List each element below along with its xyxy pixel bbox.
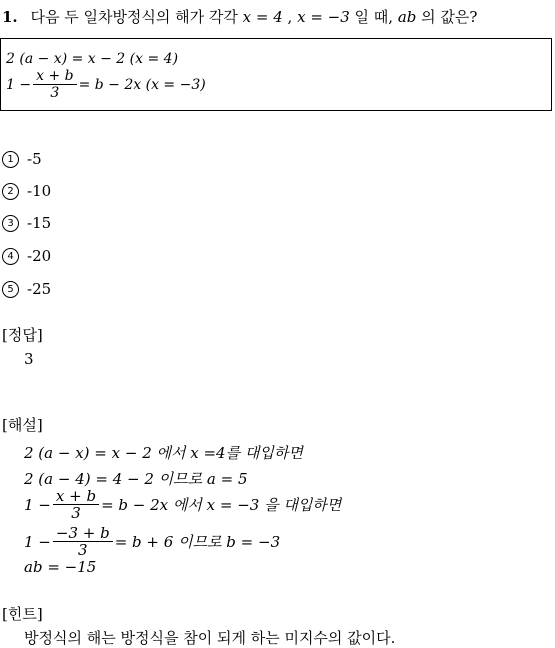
- explanation-line-1: 2 (a − x) = x − 2 에서 x =4를 대입하면: [24, 444, 303, 462]
- hint-text: 방정식의 해는 방정식을 참이 되게 하는 미지수의 값이다.: [24, 629, 396, 647]
- explanation-line-3-fraction: [53, 488, 99, 521]
- choice-marker-5: 5: [2, 281, 19, 298]
- equation-2-right: = b − 2x (x = −3): [78, 76, 206, 93]
- equation-2: [6, 68, 206, 101]
- question-text-prefix: 다음 두 일차방정식의 해가 각각: [30, 8, 243, 26]
- choice-label-5: -25: [27, 280, 52, 298]
- choice-label-3: -15: [27, 214, 52, 232]
- choice-2[interactable]: [2, 182, 51, 200]
- equation-2-fraction: [33, 68, 77, 101]
- question-number: 1.: [2, 8, 18, 26]
- explanation-line-2: 2 (a − 4) = 4 − 2 이므로 a = 5: [24, 470, 248, 488]
- choice-marker-1: 1: [2, 151, 19, 168]
- choice-5[interactable]: [2, 280, 51, 298]
- explanation-line-3-right: = b − 2x 에서 x = −3 을 대입하면: [101, 496, 342, 514]
- explanation-line-4-denominator: 3: [78, 541, 88, 559]
- choice-marker-2: 2: [2, 183, 19, 200]
- choice-4[interactable]: [2, 247, 51, 265]
- equation-1: 2 (a − x) = x − 2 (x = 4): [6, 51, 179, 67]
- hint-heading: [힌트]: [2, 605, 43, 623]
- choice-1[interactable]: [2, 150, 42, 168]
- question-ab: ab: [397, 8, 417, 26]
- choice-label-1: -5: [27, 150, 42, 168]
- equation-2-left: 1 −: [6, 76, 32, 93]
- question-x1: x = 4: [242, 8, 283, 26]
- explanation-line-3-left: 1 −: [24, 495, 51, 514]
- explanation-line-4: [24, 525, 280, 558]
- equation-2-numerator: x + b: [33, 68, 77, 85]
- explanation-line-4-fraction: [53, 525, 113, 558]
- choice-label-4: -20: [27, 247, 52, 265]
- choice-label-2: -10: [27, 182, 52, 200]
- equation-2-denominator: 3: [50, 85, 60, 101]
- choice-marker-4: 4: [2, 248, 19, 265]
- question-text-suffix: 의 값은?: [416, 8, 478, 26]
- choice-marker-3: 3: [2, 215, 19, 232]
- answer-heading: [정답]: [2, 326, 43, 344]
- question-line: [2, 6, 477, 27]
- explanation-line-4-right: = b + 6 이므로 b = −3: [114, 533, 281, 551]
- answer-value: 3: [24, 350, 34, 368]
- explanation-line-3-denominator: 3: [71, 504, 81, 522]
- explanation-heading: [해설]: [2, 416, 43, 434]
- explanation-line-5: ab = −15: [24, 558, 97, 576]
- explanation-line-4-left: 1 −: [24, 532, 51, 551]
- question-text-mid: 일 때,: [349, 8, 398, 26]
- question-x2: x = −3: [297, 8, 350, 26]
- explanation-line-3: [24, 488, 341, 521]
- choice-3[interactable]: [2, 214, 51, 232]
- explanation-line-3-numerator: x + b: [53, 488, 99, 505]
- question-sep: ,: [282, 8, 298, 26]
- explanation-line-4-numerator: −3 + b: [53, 525, 113, 542]
